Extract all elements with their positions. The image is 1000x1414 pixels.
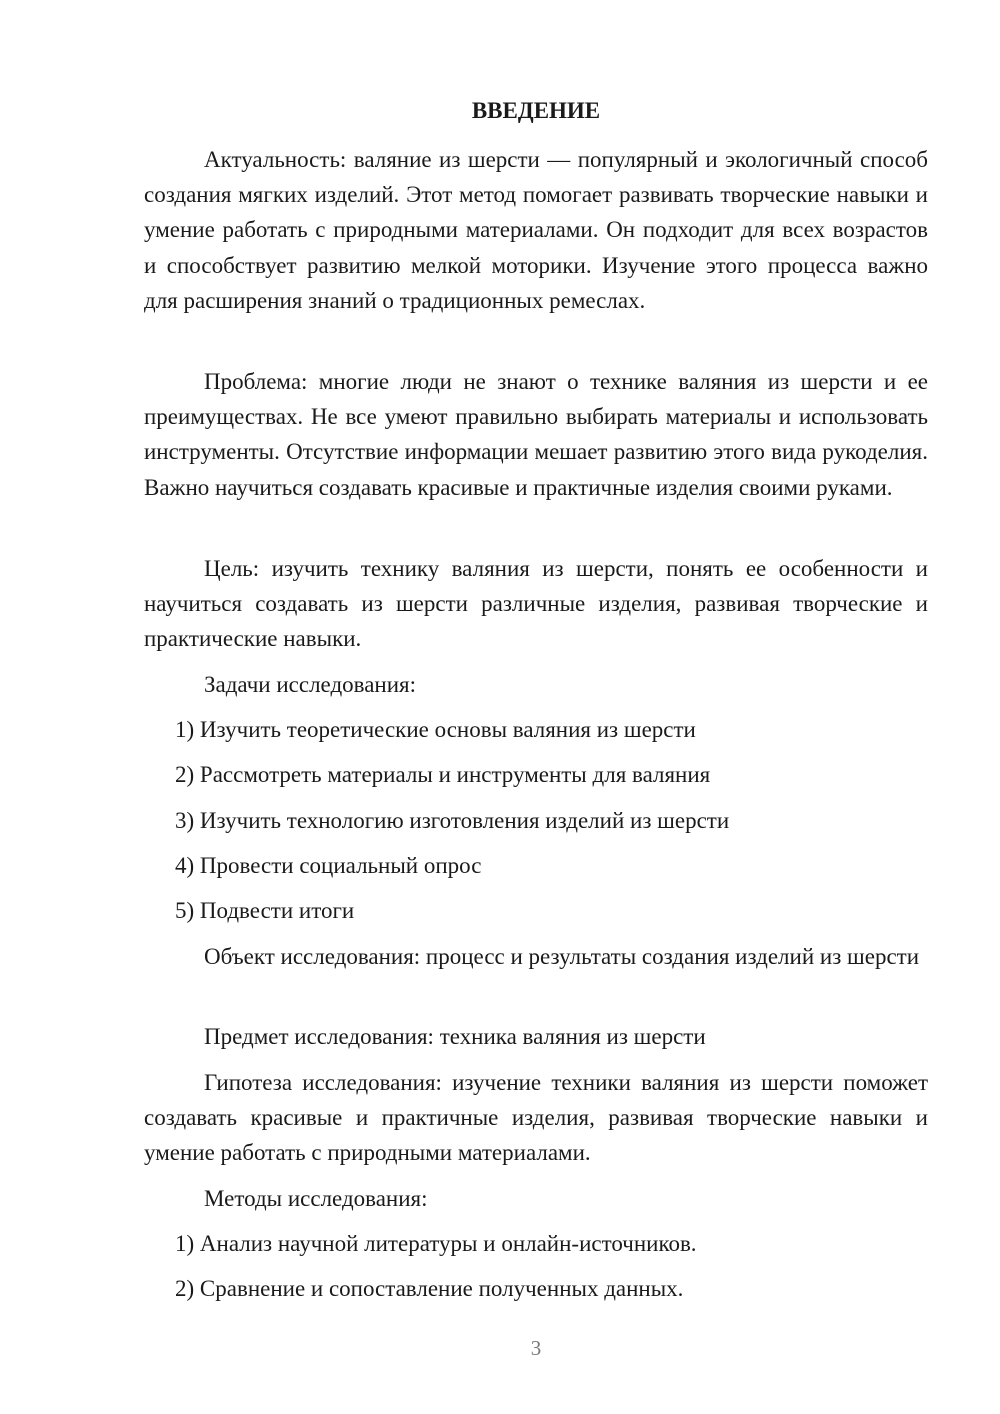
task-item: 2) Рассмотреть материалы и инструменты для валяния	[175, 762, 711, 787]
task-item: 1) Изучить теоретические основы валяния из шерсти	[175, 717, 696, 742]
task-item: 4) Провести социальный опрос	[175, 853, 482, 878]
methods-heading: Методы исследования:	[204, 1186, 428, 1211]
task-item: 3) Изучить технологию изготовления изделий из шерсти	[175, 808, 730, 833]
method-item: 1) Анализ научной литературы и онлайн-источников.	[175, 1231, 697, 1256]
relevance-paragraph: Актуальность: валяние из шерсти — популярный и экологичный способ создания мягких изделий. Этот метод помогает развивать творческие навыки и умение работать с природными материалами. Он подходит для всех возрастов и способствует развитию мелкой моторики. Изучение этого процесса важно для расширения знаний о традиционных ремеслах.	[144, 147, 928, 313]
section-title: ВВЕДЕНИЕ	[471, 98, 601, 123]
problem-paragraph: Проблема: многие люди не знают о технике валяния из шерсти и ее преимуществах. Не все умеют правильно выбирать материалы и использовать инструменты. Отсутствие информации мешает развитию этого вида рукоделия. Важно научиться создавать красивые и практичные изделия своими руками.	[144, 369, 928, 500]
subject-paragraph: Предмет исследования: техника валяния из шерсти	[204, 1024, 706, 1049]
task-item: 5) Подвести итоги	[175, 898, 355, 923]
goal-paragraph: Цель: изучить технику валяния из шерсти, понять ее особенности и научиться создавать из шерсти различные изделия, развивая творческие и практические навыки.	[144, 556, 928, 652]
object-paragraph: Объект исследования: процесс и результаты создания изделий из шерсти	[204, 944, 920, 969]
hypothesis-paragraph: Гипотеза исследования: изучение техники валяния из шерсти поможет создавать красивые и практичные изделия, развивая творческие навыки и умение работать с природными материалами.	[144, 1070, 928, 1166]
tasks-heading: Задачи исследования:	[204, 672, 417, 697]
page-number: 3	[530, 1336, 542, 1360]
method-item: 2) Сравнение и сопоставление полученных данных.	[175, 1276, 684, 1301]
